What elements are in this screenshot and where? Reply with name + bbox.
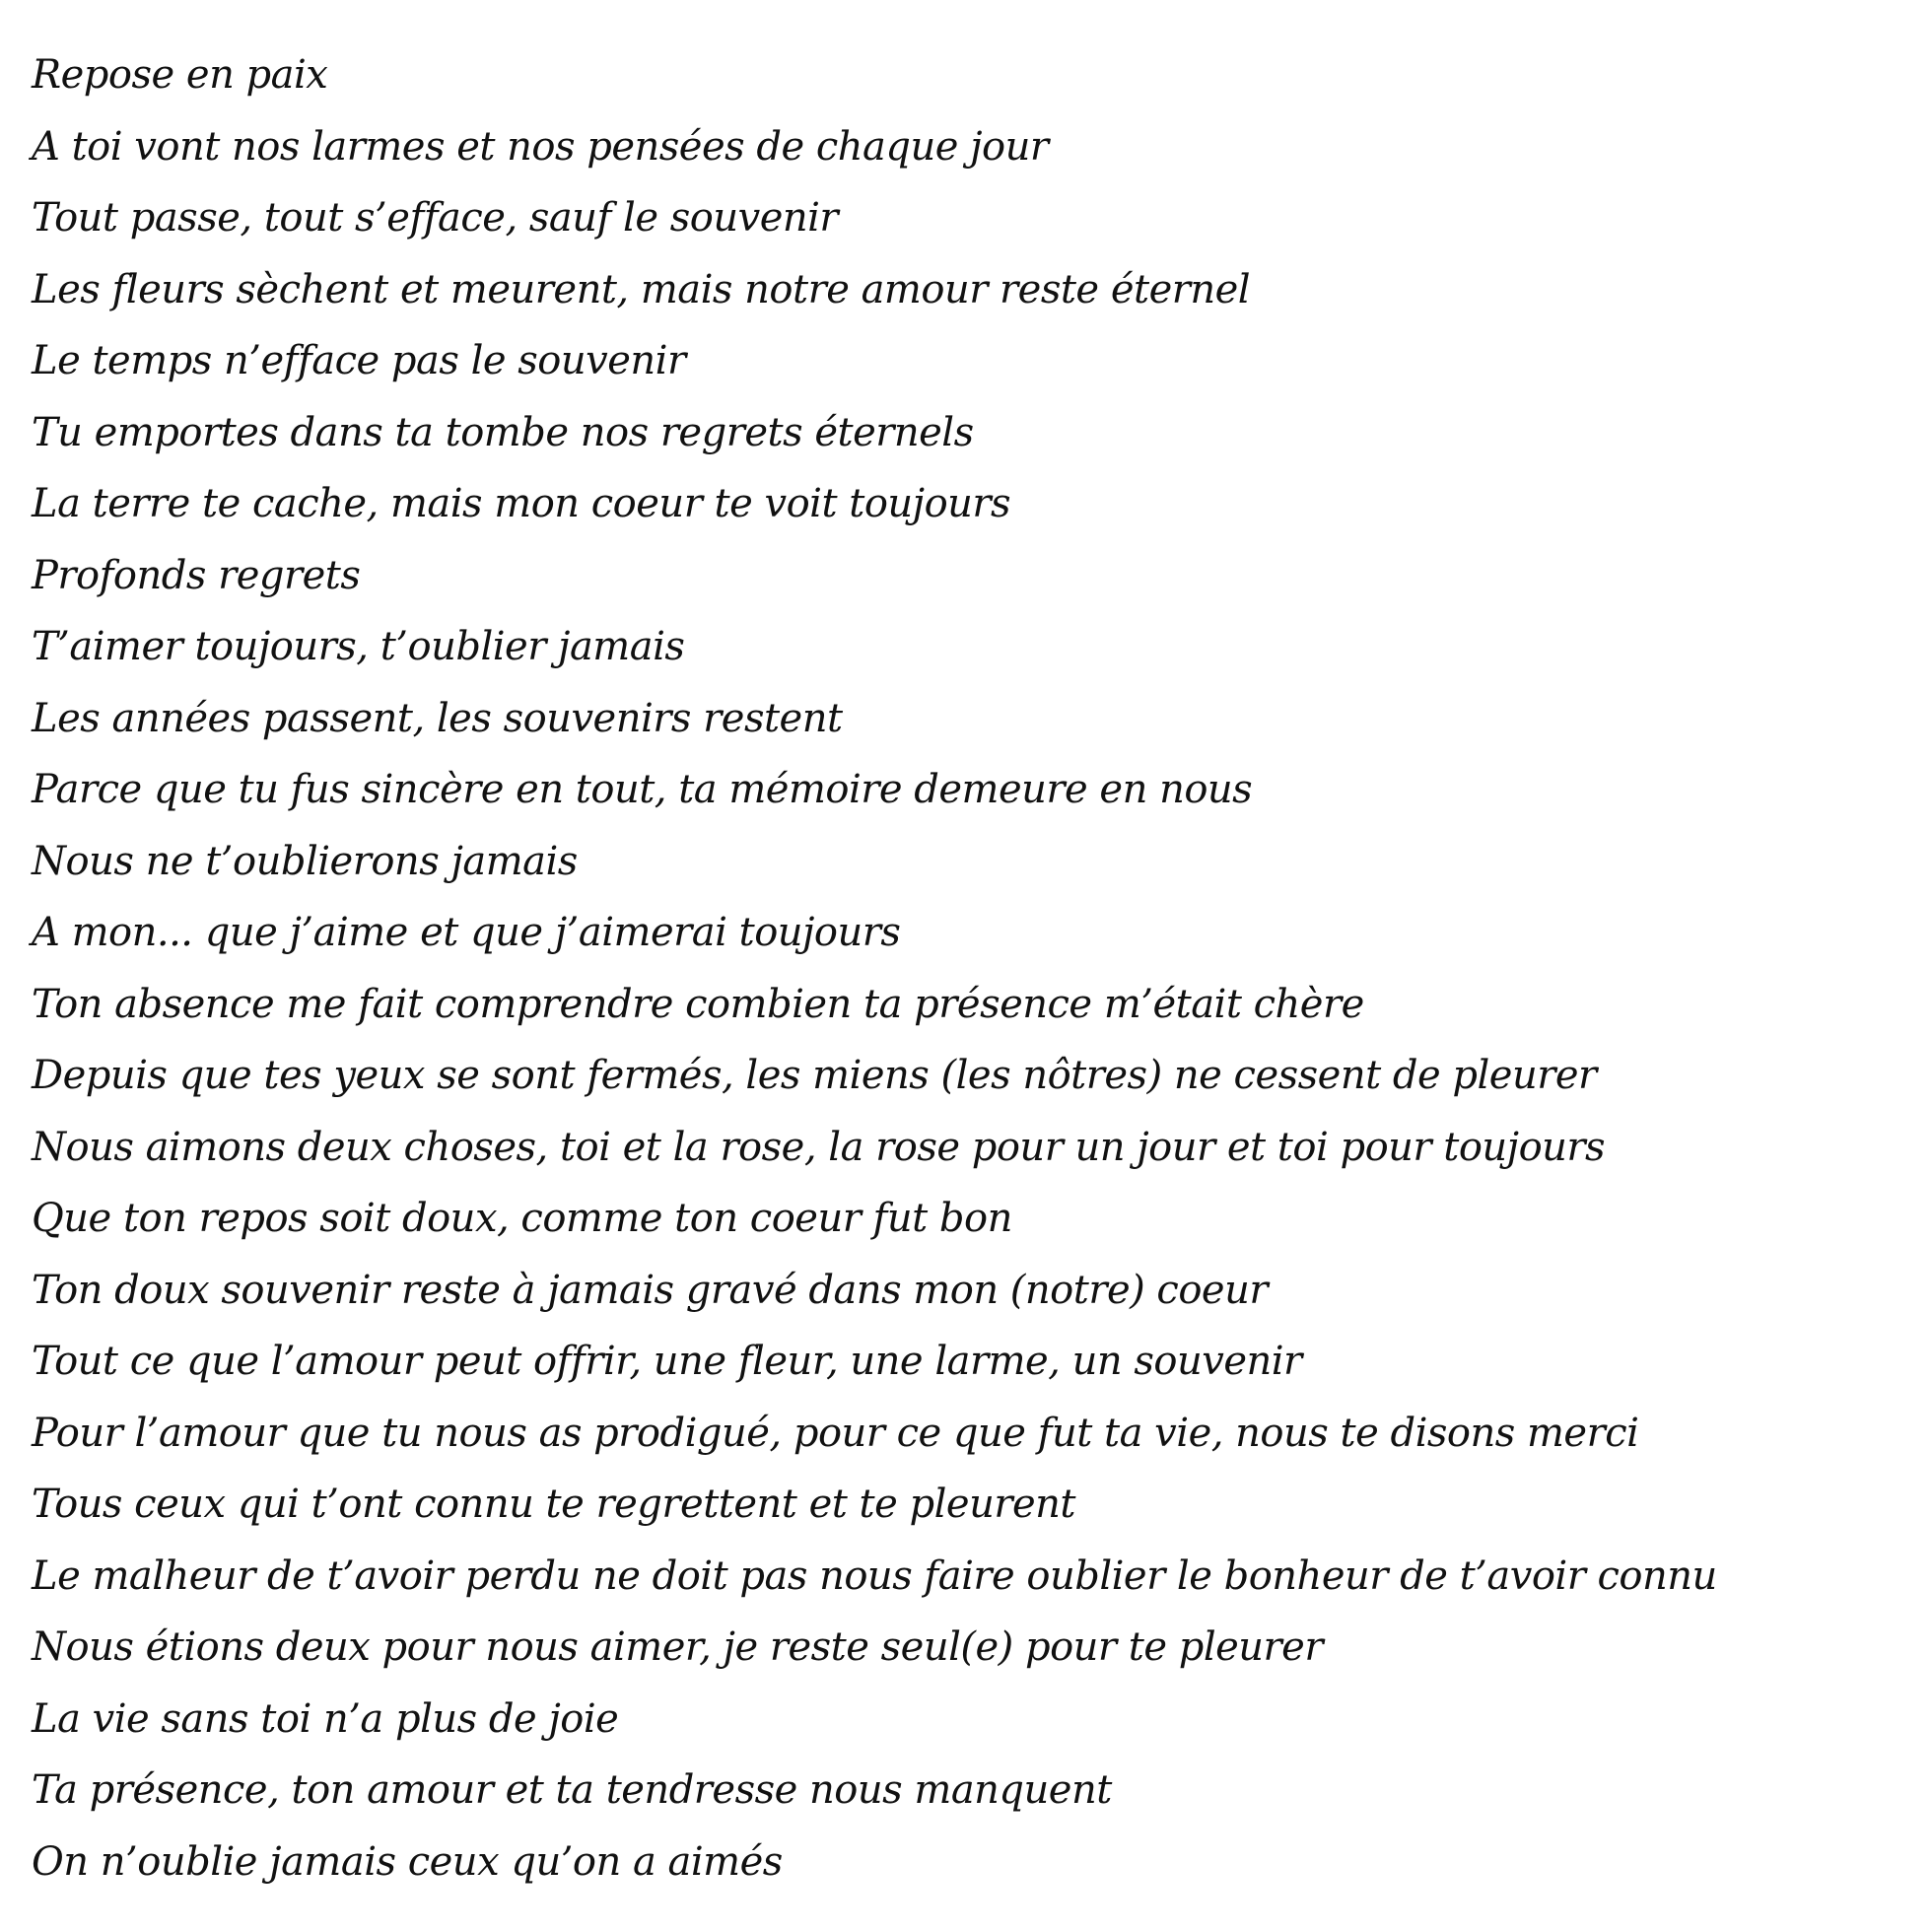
epitaph-line: T’aimer toujours, t’oublier jamais bbox=[32, 624, 685, 669]
epitaph-line: Le temps n’efface pas le souvenir bbox=[32, 338, 686, 383]
epitaph-list bbox=[32, 39, 1717, 1898]
epitaph-line: Tu emportes dans ta tombe nos regrets éternels bbox=[32, 409, 974, 455]
epitaph-line: Tout passe, tout s’efface, sauf le souvenir bbox=[32, 195, 839, 241]
epitaph-line: La terre te cache, mais mon coeur te voit toujours bbox=[32, 481, 1011, 526]
epitaph-line: Nous aimons deux choses, toi et la rose, la rose pour un jour et toi pour toujours bbox=[32, 1124, 1606, 1170]
epitaph-line: Tous ceux qui t’ont connu te regrettent et te pleurent bbox=[32, 1482, 1075, 1527]
epitaph-line: Que ton repos soit doux, comme ton coeur fut bon bbox=[32, 1196, 1012, 1241]
epitaph-line: Nous ne t’oublierons jamais bbox=[32, 838, 578, 884]
epitaph-line: A toi vont nos larmes et nos pensées de chaque jour bbox=[32, 123, 1049, 170]
epitaph-line: Pour l’amour que tu nous as prodigué, pour ce que fut ta vie, nous te disons merci bbox=[32, 1410, 1639, 1456]
epitaph-line: Repose en paix bbox=[32, 52, 328, 98]
epitaph-line: Ton doux souvenir reste à jamais gravé dans mon (notre) coeur bbox=[32, 1267, 1268, 1313]
epitaph-line: Nous étions deux pour nous aimer, je reste seul(e) pour te pleurer bbox=[32, 1624, 1323, 1670]
epitaph-line: A mon... que j’aime et que j’aimerai toujours bbox=[32, 910, 901, 955]
epitaph-line: Les années passent, les souvenirs restent bbox=[32, 695, 843, 741]
epitaph-line: La vie sans toi n’a plus de joie bbox=[32, 1695, 619, 1742]
epitaph-line: Parce que tu fus sincère en tout, ta mémoire demeure en nous bbox=[32, 767, 1253, 812]
epitaph-line: Les fleurs sèchent et meurent, mais notre amour reste éternel bbox=[32, 266, 1251, 312]
epitaph-line: Ta présence, ton amour et ta tendresse nous manquent bbox=[32, 1767, 1112, 1813]
epitaph-line: Depuis que tes yeux se sont fermés, les miens (les nôtres) ne cessent de pleurer bbox=[32, 1053, 1597, 1098]
epitaph-line: Le malheur de t’avoir perdu ne doit pas nous faire oublier le bonheur de t’avoir connu bbox=[32, 1552, 1717, 1599]
epitaph-line: Profonds regrets bbox=[32, 552, 361, 598]
epitaph-line: On n’oublie jamais ceux qu’on a aimés bbox=[32, 1838, 783, 1885]
epitaph-line: Ton absence me fait comprendre combien ta présence m’était chère bbox=[32, 981, 1364, 1027]
epitaph-line: Tout ce que l’amour peut offrir, une fleur, une larme, un souvenir bbox=[32, 1339, 1302, 1384]
